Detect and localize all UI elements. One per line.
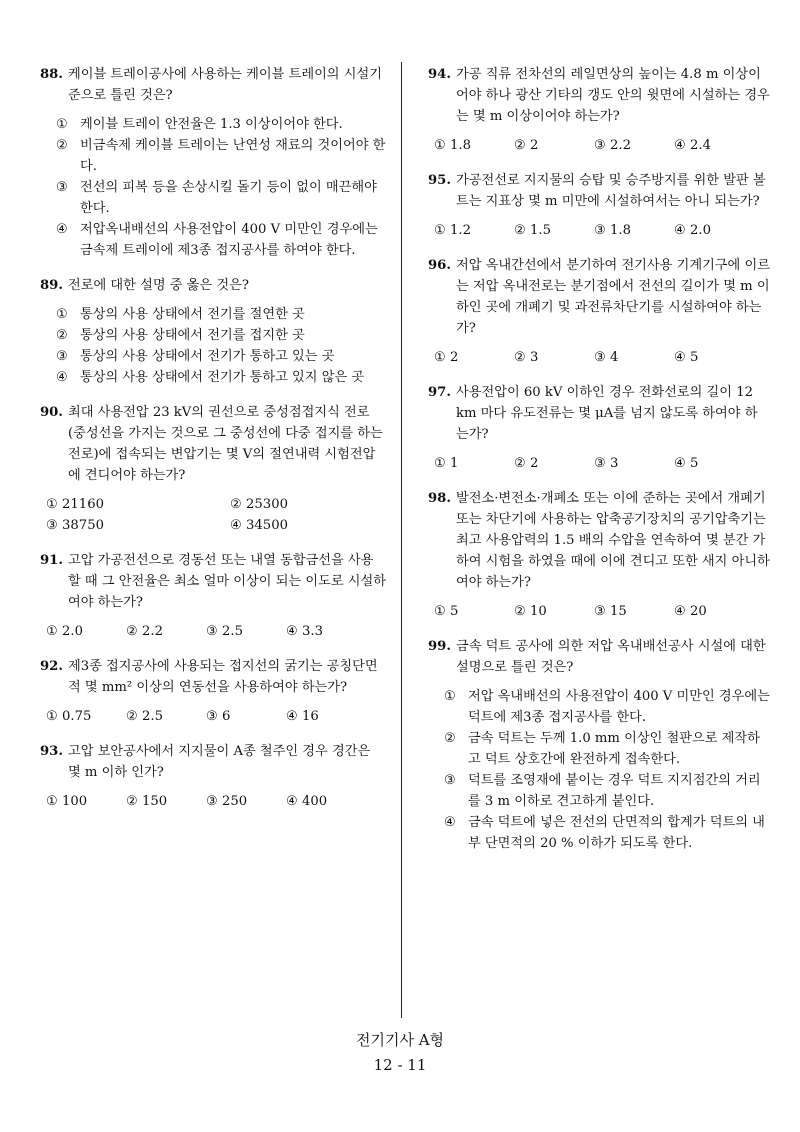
options-row [40, 494, 386, 536]
option-text: 25300 [246, 497, 288, 512]
option-symbol: ② [126, 709, 138, 724]
option-symbol: ④ [286, 794, 298, 809]
option-symbol: ② [514, 604, 526, 619]
option-symbol: ③ [594, 350, 606, 365]
options-row [428, 220, 770, 241]
option-text: 통상의 사용 상태에서 전기를 접지한 곳 [80, 328, 305, 343]
option-item [40, 219, 386, 261]
option-item [674, 453, 754, 474]
option-symbol: ① [46, 497, 58, 512]
question-header [40, 402, 386, 486]
option-item [434, 453, 514, 474]
option-symbol: ④ [444, 815, 456, 830]
question-number: 98. [428, 491, 451, 506]
option-item [674, 347, 754, 368]
option-text: 통상의 사용 상태에서 전기를 절연한 곳 [80, 307, 305, 322]
option-symbol: ③ [56, 349, 68, 364]
option-item [40, 135, 386, 177]
option-symbol: ② [56, 328, 68, 343]
options-row [428, 453, 770, 474]
option-item [594, 347, 674, 368]
question-number: 92. [40, 659, 63, 674]
option-text: 2 [450, 350, 459, 365]
option-text: 금속 덕트는 두께 1.0 mm 이상인 철판으로 제작하고 덕트 상호간에 완전하게 접속한다. [468, 731, 760, 767]
option-item [674, 135, 754, 156]
option-symbol: ① [434, 604, 446, 619]
option-item [126, 706, 206, 727]
option-text: 저압옥내배선의 사용전압이 400 V 미만인 경우에는 금속제 트레이에 제3종 접지공사를 하여야 한다. [80, 222, 378, 258]
question-92 [40, 656, 386, 727]
option-item [428, 686, 770, 728]
option-symbol: ④ [674, 350, 686, 365]
right-column [428, 64, 770, 868]
question-header [428, 382, 770, 445]
option-text: 1.8 [450, 138, 472, 153]
options-row [428, 601, 770, 622]
question-number: 94. [428, 67, 451, 82]
option-text: 15 [610, 604, 627, 619]
option-item [206, 706, 286, 727]
option-symbol: ④ [56, 370, 68, 385]
option-symbol: ① [46, 624, 58, 639]
option-item [40, 367, 386, 388]
option-text: 38750 [62, 518, 104, 533]
option-text: 2.2 [142, 624, 164, 639]
question-text: 제3종 접지공사에 사용되는 접지선의 굵기는 공칭단면적 몇 mm² 이상의 연동선을 사용하여야 하는가? [68, 659, 378, 695]
option-symbol: ② [126, 624, 138, 639]
option-symbol: ③ [444, 773, 456, 788]
option-text: 2.4 [690, 138, 712, 153]
option-item [514, 135, 594, 156]
option-item [434, 135, 514, 156]
question-header [428, 255, 770, 339]
option-item [514, 347, 594, 368]
option-symbol: ④ [56, 222, 68, 237]
option-item [286, 791, 366, 812]
option-text: 2.0 [690, 223, 712, 238]
option-text: 2 [530, 138, 539, 153]
option-symbol: ① [434, 223, 446, 238]
question-94 [428, 64, 770, 156]
option-item [428, 812, 770, 854]
option-text: 20 [690, 604, 707, 619]
option-symbol: ① [444, 689, 456, 704]
option-text: 5 [690, 350, 699, 365]
question-text: 발전소·변전소·개폐소 또는 이에 준하는 곳에서 개폐기 또는 차단기에 사용하는 압축공기장치의 공기압축기는 최고 사용압력의 1.5 배의 수압을 연속하여 몇 분간 가하여 시험을 하였을 때에 이에 견디고 또한 새지 아니하여야 하는가? [456, 491, 770, 590]
question-text: 최대 사용전압 23 kV의 권선으로 중성점접지식 전로(중성선을 가지는 것으로 그 중성선에 다중 접지를 하는 전로)에 접속되는 변압기는 몇 V의 절연내력 시험전압에 견디어야 하는가? [68, 405, 383, 483]
question-number: 97. [428, 385, 451, 400]
options-row [428, 135, 770, 156]
option-symbol: ③ [206, 794, 218, 809]
question-93 [40, 741, 386, 812]
option-symbol: ③ [594, 223, 606, 238]
question-95 [428, 170, 770, 241]
question-number: 89. [40, 278, 63, 293]
option-item [594, 135, 674, 156]
question-89 [40, 275, 386, 388]
question-number: 93. [40, 744, 63, 759]
option-text: 3.3 [302, 624, 324, 639]
options-list [428, 686, 770, 854]
question-header [428, 170, 770, 212]
option-item [514, 453, 594, 474]
question-text: 케이블 트레이공사에 사용하는 케이블 트레이의 시설기준으로 틀린 것은? [68, 67, 382, 103]
option-text: 250 [222, 794, 248, 809]
option-text: 저압 옥내배선의 사용전압이 400 V 미만인 경우에는 덕트에 제3종 접지공사를 한다. [468, 689, 770, 725]
question-99 [428, 636, 770, 854]
option-symbol: ④ [674, 223, 686, 238]
options-row [40, 621, 386, 642]
option-item [206, 791, 286, 812]
option-item [434, 220, 514, 241]
question-text: 금속 덕트 공사에 의한 저압 옥내배선공사 시설에 대한 설명으로 틀린 것은? [456, 639, 766, 675]
option-item [46, 494, 230, 515]
question-98 [428, 488, 770, 622]
question-number: 91. [40, 553, 63, 568]
option-text: 케이블 트레이 안전율은 1.3 이상이어야 한다. [80, 117, 343, 132]
option-item [286, 621, 366, 642]
option-item [40, 346, 386, 367]
question-header [40, 656, 386, 698]
question-number: 96. [428, 258, 451, 273]
question-header [40, 64, 386, 106]
question-90 [40, 402, 386, 536]
option-symbol: ④ [286, 709, 298, 724]
question-text: 가공전선로 지지물의 승탑 및 승주방지를 위한 발판 볼트는 지표상 몇 m 미만에 시설하여서는 아니 되는가? [456, 173, 766, 209]
options-list [40, 304, 386, 388]
question-number: 90. [40, 405, 63, 420]
option-text: 4 [610, 350, 619, 365]
question-header [428, 636, 770, 678]
question-97 [428, 382, 770, 474]
option-symbol: ② [514, 138, 526, 153]
question-header [40, 550, 386, 613]
option-item [286, 706, 366, 727]
option-text: 2.5 [142, 709, 164, 724]
option-text: 1.5 [530, 223, 552, 238]
option-symbol: ② [56, 138, 68, 153]
option-text: 1.8 [610, 223, 632, 238]
page-number: 12 - 11 [373, 1056, 427, 1074]
question-header [428, 488, 770, 593]
option-item [428, 728, 770, 770]
option-text: 100 [62, 794, 88, 809]
question-header [428, 64, 770, 127]
option-symbol: ③ [206, 709, 218, 724]
options-row [428, 347, 770, 368]
option-text: 16 [302, 709, 319, 724]
exam-title: 전기기사 A형 [355, 1031, 445, 1049]
question-text: 사용전압이 60 kV 이하인 경우 전화선로의 길이 12 km 마다 유도전류는 몇 μA를 넘지 않도록 하여야 하는가? [456, 385, 758, 442]
option-item [514, 220, 594, 241]
option-text: 5 [450, 604, 459, 619]
option-text: 비금속제 케이블 트레이는 난연성 재료의 것이어야 한다. [80, 138, 386, 174]
question-text: 고압 가공전선으로 경동선 또는 내열 동합금선을 사용할 때 그 안전율은 최소 얼마 이상이 되는 이도로 시설하여야 하는가? [68, 553, 386, 610]
option-symbol: ② [514, 223, 526, 238]
left-column [40, 64, 386, 826]
option-symbol: ④ [286, 624, 298, 639]
option-item [40, 177, 386, 219]
option-item [40, 114, 386, 135]
question-text: 가공 직류 전차선의 레일면상의 높이는 4.8 m 이상이어야 하나 광산 기타의 갱도 안의 윗면에 시설하는 경우는 몇 m 이상이어야 하는가? [456, 67, 770, 124]
options-row [40, 791, 386, 812]
option-text: 2.5 [222, 624, 244, 639]
question-text: 전로에 대한 설명 중 옳은 것은? [68, 278, 249, 293]
option-text: 통상의 사용 상태에서 전기가 통하고 있는 곳 [80, 349, 335, 364]
option-item [46, 515, 230, 536]
option-symbol: ④ [230, 518, 242, 533]
question-number: 99. [428, 639, 451, 654]
question-text: 고압 보안공사에서 지지물이 A종 철주인 경우 경간은 몇 m 이하 인가? [68, 744, 371, 780]
option-item [46, 791, 126, 812]
option-text: 금속 덕트에 넣은 전선의 단면적의 합계가 덕트의 내부 단면적의 20 % 이하가 되도록 한다. [468, 815, 765, 851]
option-symbol: ② [444, 731, 456, 746]
option-item [126, 621, 206, 642]
option-symbol: ③ [56, 180, 68, 195]
option-text: 10 [530, 604, 547, 619]
option-item [206, 621, 286, 642]
option-text: 1.2 [450, 223, 472, 238]
question-88 [40, 64, 386, 261]
question-91 [40, 550, 386, 642]
option-symbol: ③ [594, 456, 606, 471]
option-item [434, 347, 514, 368]
option-item [594, 453, 674, 474]
option-symbol: ③ [594, 138, 606, 153]
option-item [674, 601, 754, 622]
option-text: 2 [530, 456, 539, 471]
option-text: 전선의 피복 등을 손상시킬 돌기 등이 없이 매끈해야 한다. [80, 180, 377, 216]
option-text: 5 [690, 456, 699, 471]
question-text: 저압 옥내간선에서 분기하여 전기사용 기계기구에 이르는 저압 옥내전로는 분기점에서 전선의 길이가 몇 m 이하인 곳에 개폐기 및 과전류차단기를 시설하여야 하는가? [456, 258, 770, 336]
column-divider [401, 62, 402, 1018]
option-text: 6 [222, 709, 231, 724]
options-list [40, 114, 386, 261]
option-text: 0.75 [62, 709, 92, 724]
option-item [428, 770, 770, 812]
option-symbol: ③ [206, 624, 218, 639]
option-symbol: ② [230, 497, 242, 512]
option-item [594, 220, 674, 241]
option-symbol: ① [434, 456, 446, 471]
option-symbol: ④ [674, 138, 686, 153]
option-symbol: ④ [674, 604, 686, 619]
option-symbol: ④ [674, 456, 686, 471]
question-header [40, 275, 386, 296]
option-item [40, 325, 386, 346]
options-row [40, 706, 386, 727]
option-symbol: ① [434, 350, 446, 365]
option-symbol: ② [514, 456, 526, 471]
option-text: 3 [530, 350, 539, 365]
option-symbol: ① [46, 794, 58, 809]
question-number: 95. [428, 173, 451, 188]
question-header [40, 741, 386, 783]
option-text: 3 [610, 456, 619, 471]
option-text: 21160 [62, 497, 104, 512]
option-item [594, 601, 674, 622]
option-item [230, 494, 380, 515]
option-text: 1 [450, 456, 459, 471]
option-text: 2.2 [610, 138, 632, 153]
option-text: 통상의 사용 상태에서 전기가 통하고 있지 않은 곳 [80, 370, 365, 385]
option-symbol: ② [514, 350, 526, 365]
option-item [40, 304, 386, 325]
option-text: 150 [142, 794, 168, 809]
option-item [46, 706, 126, 727]
option-symbol: ① [56, 307, 68, 322]
option-item [514, 601, 594, 622]
option-item [230, 515, 380, 536]
option-text: 34500 [246, 518, 288, 533]
option-symbol: ③ [46, 518, 58, 533]
option-item [46, 621, 126, 642]
option-text: 덕트를 조영재에 붙이는 경우 덕트 지지점간의 거리를 3 m 이하로 견고하게 붙인다. [468, 773, 761, 809]
option-symbol: ① [56, 117, 68, 132]
option-item [126, 791, 206, 812]
option-item [674, 220, 754, 241]
option-item [434, 601, 514, 622]
option-symbol: ② [126, 794, 138, 809]
question-number: 88. [40, 67, 63, 82]
option-symbol: ① [46, 709, 58, 724]
question-96 [428, 255, 770, 368]
option-symbol: ③ [594, 604, 606, 619]
option-text: 400 [302, 794, 328, 809]
option-text: 2.0 [62, 624, 84, 639]
option-symbol: ① [434, 138, 446, 153]
